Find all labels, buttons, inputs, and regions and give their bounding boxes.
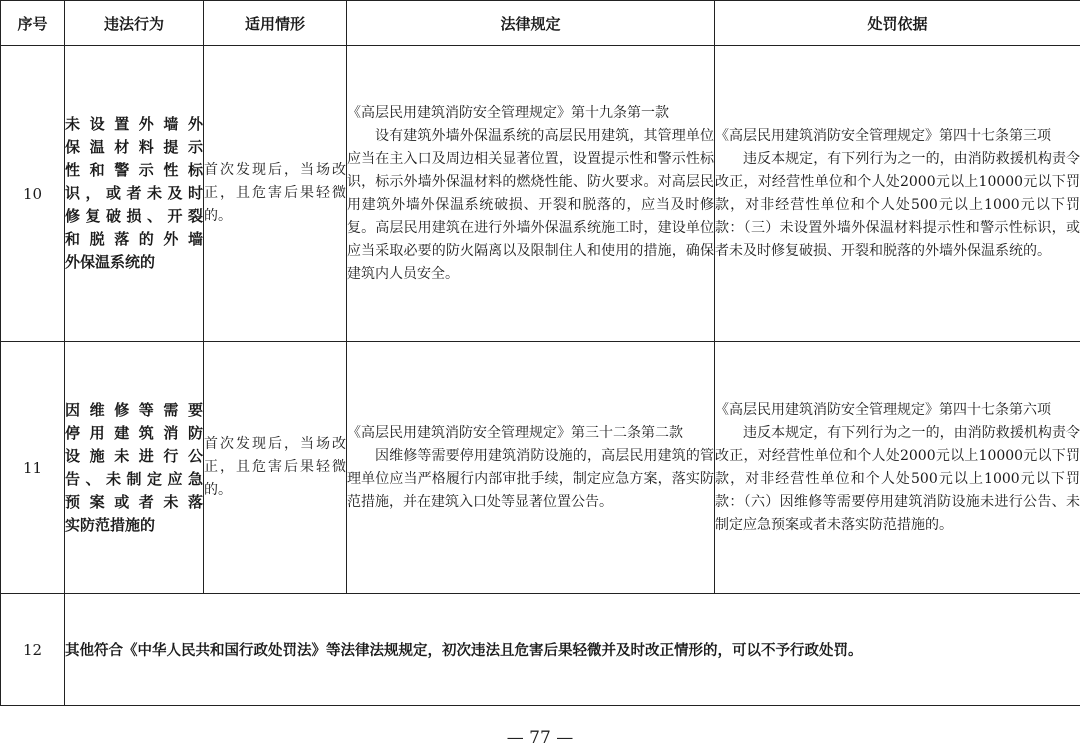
law-body: 设有建筑外墙外保温系统的高层民用建筑，其管理单位应当在主入口及周边相关显著位置，设置提示性和警示性标识，标示外墙外保温材料的燃烧性能、防火要求。对高层民用建筑外墙外保温系统破损、开裂和脱落的，应当及时修复。高层民用建筑在进行外墙外保温系统施工时，建设单位应当采取必要的防火隔离以及限制住人和使用的措施，确保建筑内人员安全。 — [347, 127, 714, 282]
row-number: 11 — [1, 342, 65, 594]
act-line: 告、未制定应急 — [65, 469, 203, 488]
act-line: 因维修等需要 — [65, 400, 203, 419]
penalty-basis — [715, 342, 1080, 594]
law-title: 《高层民用建筑消防安全管理规定》第三十二条第二款 — [347, 424, 683, 441]
legal-provision — [347, 46, 715, 342]
page-number: — 77 — — [506, 728, 574, 748]
table-row — [1, 594, 1080, 706]
applicable-condition: 首次发现后，当场改正，且危害后果轻微的。 — [204, 46, 347, 342]
act-line: 预案或者未落 — [65, 492, 203, 511]
act-line: 外保温系统的 — [65, 253, 156, 271]
applicable-condition: 首次发现后，当场改正，且危害后果轻微的。 — [204, 342, 347, 594]
act-line: 停用建筑消防 — [65, 423, 203, 442]
act-line: 设施未进行公 — [65, 446, 203, 465]
law-title: 《高层民用建筑消防安全管理规定》第十九条第一款 — [347, 104, 669, 121]
act-line: 实防范措施的 — [65, 515, 156, 534]
header-condition: 适用情形 — [204, 1, 347, 46]
header-basis: 处罚依据 — [715, 1, 1080, 46]
basis-body: 违反本规定，有下列行为之一的，由消防救援机构责令改正，对经营性单位和个人处2000元以上10000元以下罚款，对非经营性单位和个人处500元以上1000元以下罚款：（三）未设置外墙外保温材料提示性和警示性标识，或者未及时修复破损、开裂和脱落的外墙外保温系统的。 — [715, 150, 1080, 259]
header-no: 序号 — [1, 1, 65, 46]
penalty-basis — [715, 46, 1080, 342]
act-line: 保温材料提示 — [65, 138, 203, 156]
act-line: 未设置外墙外 — [65, 115, 203, 133]
header-row — [1, 1, 1080, 46]
row-number: 10 — [1, 46, 65, 342]
legal-provision — [347, 342, 715, 594]
act-line: 和脱落的外墙 — [65, 230, 203, 248]
act-line: 识，或者未及时 — [65, 184, 203, 202]
act-line: 性和警示性标 — [65, 161, 203, 179]
basis-title: 《高层民用建筑消防安全管理规定》第四十七条第六项 — [715, 401, 1051, 418]
table-row — [1, 46, 1080, 342]
violation-act — [65, 46, 204, 342]
basis-body: 违反本规定，有下列行为之一的，由消防救援机构责令改正，对经营性单位和个人处2000元以上10000元以下罚款，对非经营性单位和个人处500元以上1000元以下罚款：（六）因维修等需要停用建筑消防设施未进行公告、未制定应急预案或者未落实防范措施的。 — [715, 424, 1080, 533]
violation-act — [65, 342, 204, 594]
act-line: 修复破损、开裂 — [65, 207, 203, 225]
table-row — [1, 342, 1080, 594]
header-act: 违法行为 — [65, 1, 204, 46]
header-law: 法律规定 — [347, 1, 715, 46]
basis-title: 《高层民用建筑消防安全管理规定》第四十七条第三项 — [715, 127, 1051, 144]
law-body: 因维修等需要停用建筑消防设施的，高层民用建筑的管理单位应当严格履行内部审批手续，制定应急方案，落实防范措施，并在建筑入口处等显著位置公告。 — [347, 447, 714, 510]
row-number: 12 — [1, 594, 65, 706]
final-row-text: 其他符合《中华人民共和国行政处罚法》等法律法规规定，初次违法且危害后果轻微并及时改正情形的，可以不予行政处罚。 — [65, 594, 1080, 706]
